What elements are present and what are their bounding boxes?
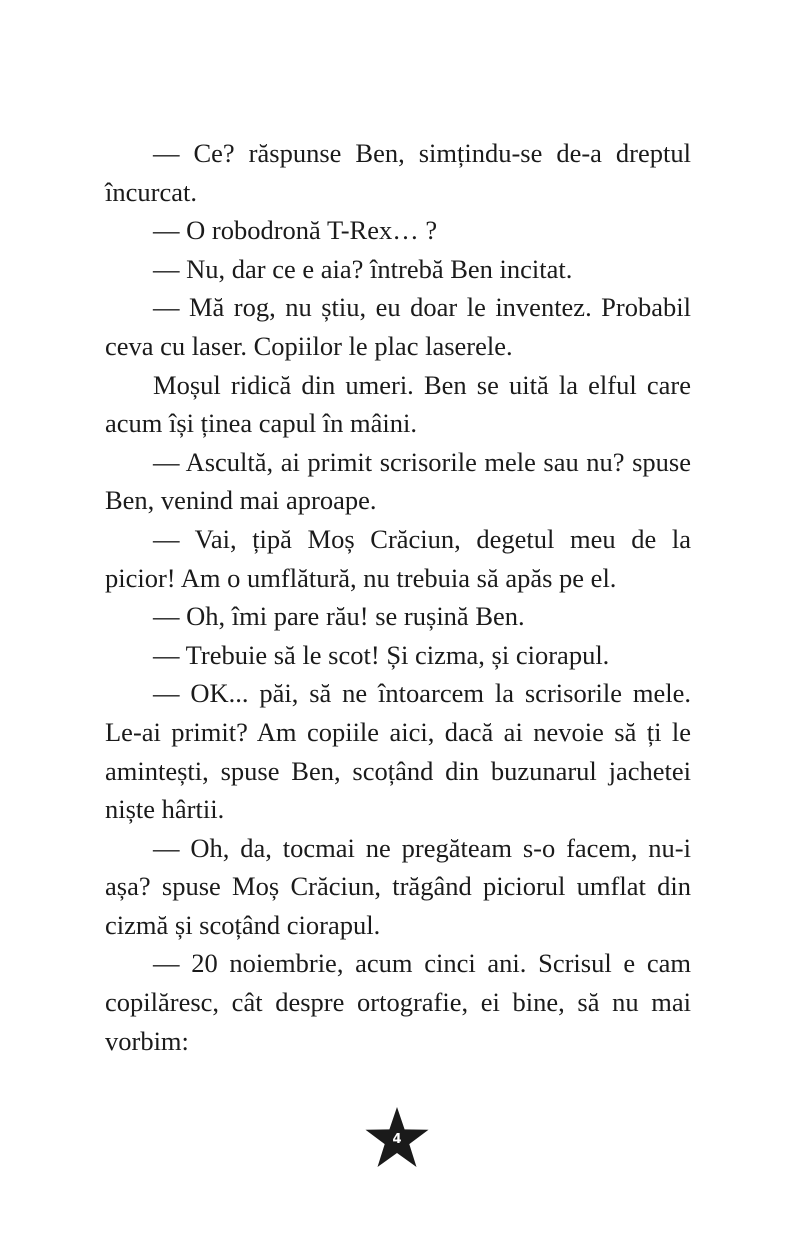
- paragraph: — Ce? răspunse Ben, simțindu-se de-a dreptul încurcat.: [105, 138, 691, 207]
- paragraph: — Mă rog, nu știu, eu doar le inventez. Probabil ceva cu laser. Copiilor le plac laserele.: [105, 292, 691, 361]
- paragraph: — Oh, da, tocmai ne pregăteam s-o facem, nu-i așa? spuse Moș Crăciun, trăgând piciorul umflat din cizmă și scoțând ciorapul.: [105, 832, 691, 940]
- paragraph: — OK... păi, să ne întoarcem la scrisorile mele. Le-ai primit? Am copiile aici, dacă ai nevoie să ți le amintești, spuse Ben, scoțând din buzunarul jachetei niște hârtii.: [105, 678, 691, 825]
- page-number: 4: [392, 1132, 402, 1147]
- paragraph: — Trebuie să le scot! Și cizma, și ciorapul.: [153, 639, 610, 670]
- paragraph: — O robodronă T-Rex… ?: [153, 215, 438, 246]
- paragraph: — Vai, țipă Moș Crăciun, degetul meu de la picior! Am o umflătură, nu trebuia să apăs pe el.: [105, 523, 691, 593]
- paragraph: — Ascultă, ai primit scrisorile mele sau nu? spuse Ben, venind mai aproape.: [105, 446, 691, 516]
- paragraph: Moșul ridică din umeri. Ben se uită la elful care acum își ținea capul în mâini.: [105, 369, 691, 439]
- body-text: [105, 134, 691, 1060]
- paragraph: — Oh, îmi pare rău! se rușină Ben.: [153, 601, 525, 632]
- paragraph: — Nu, dar ce e aia? întrebă Ben incitat.: [153, 253, 573, 284]
- paragraph: — 20 noiembrie, acum cinci ani. Scrisul e cam copilăresc, cât despre ortografie, ei bine, să nu mai vorbim:: [105, 948, 691, 1056]
